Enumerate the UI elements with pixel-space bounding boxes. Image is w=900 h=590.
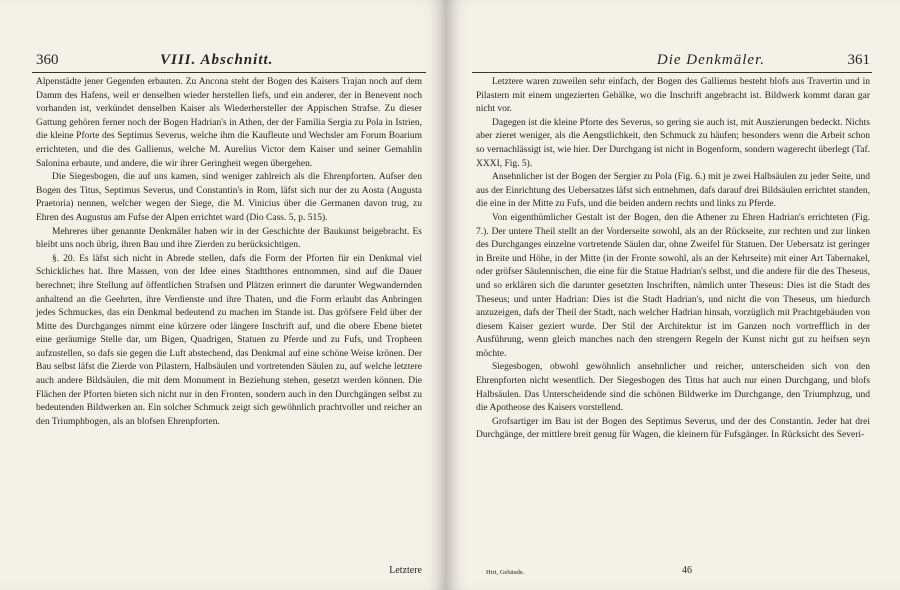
left-header-rule: [32, 72, 426, 73]
right-paragraph-6: Grofsartiger im Bau ist der Bogen des Septimus Severus, und der des Constantin. Jeder hat drei Durchgänge, der mittlere breit genug für Wagen, die kleinern für Fufsgänger. In Rücksicht des Severi-: [476, 416, 870, 441]
right-paragraph-4: Von eigenthümlicher Gestalt ist der Bogen, den die Athener zu Ehren Hadrian's errichteten (Fig. 7.). Der untere Theil stellt an der Vorderseite sowohl, als an der Rückseite, zur rechten und zur linken des Durchganges einzelne vortretende Säulen dar, ohne Zweifel für Statuen. Der Uebersatz ist geringer in Breite und Höhe, in der Mitte (in der Fronte sowohl, als an der Kehrseite) mit einer Art Tabernakel, oder gröfser Säulennischen, die eine für die Statue Hadrian's selbst, und die andere für die des Theseus, und so erklären sich die darunter gesetzten Inschriften, nämlich unter Theseus: Dies ist die Stadt des Theseus; und unter Hadrian: Dies ist die Stadt Hadrian's, und nicht die von Theseus, um hiedurch anzuzeigen, dafs der Theil der Stadt, nach welcher Hadrian hinsah, vorzüglich mit Prachtgebäuden von diesem Kaiser geziert wurde. Der Stil der Architektur ist im Ganzen noch vortrefflich in der Ausführung, wenn gleich manches nach den strengern Regeln der Kunst nicht gut zu heifsen seyn möchte.: [476, 212, 870, 359]
right-paragraph-1: Letztere waren zuweilen sehr einfach, der Bogen des Gallienus besteht blofs aus Travertin und in Pilastern mit einem ungezierten Gebälke, wo die Inschrift angebracht ist. Bildwerk kommt daran gar nicht vor.: [476, 77, 870, 115]
left-page-number: 360: [36, 52, 59, 68]
left-running-title: VIII. Abschnitt.: [160, 52, 274, 68]
right-paragraph-5: Siegesbogen, obwohl gewöhnlich ansehnlicher und reicher, unterscheiden sich von den Ehrenpforten nicht wesentlich. Der Siegesbogen des Titus hat auch nur einen Durchgang, und blofs Halbsäulen. Das Unterscheidende sind die schönen Bildwerke im Durchgange, den Triumphzug, und die Apotheose des Kaisers vorstellend.: [476, 362, 870, 414]
left-paragraph-3: Mehreres über genannte Denkmäler haben wir in der Geschichte der Baukunst beigebracht. Es bleibt uns noch übrig, ihren Bau und ihre Zierden zu berücksichtigen.: [36, 226, 422, 251]
right-paragraph-3: Ansehnlicher ist der Bogen der Sergier zu Pola (Fig. 6.) mit je zwei Halbsäulen zu jeder Seite, und aus der Einrichtung des Uebersatzes läfst sich entnehmen, dafs darauf drei Bildsäulen errichtet standen, die eine in der Mitte zu Fufs, und die beiden andern rechts und links zu Pferde.: [476, 172, 870, 210]
right-header-rule: [472, 72, 872, 73]
right-paragraph-2: Dagegen ist die kleine Pforte des Severus, so gering sie auch ist, mit Auszierungen bedeckt. Nichts aber zieret weniger, als die Aengstlichkeit, den Schmuck zu häufen; besonders wenn die Arbeit schon so vernachlässigt ist, wie hier. Der Durchgang ist nicht in Bogenform, sondern wagerecht überlegt (Taf. XXXI, Fig. 5).: [476, 117, 870, 169]
left-body-text: [36, 76, 422, 429]
catchword: Letztere: [389, 565, 422, 576]
left-page: [0, 0, 446, 590]
right-body-text: [476, 76, 870, 443]
right-page-number: 361: [847, 52, 870, 68]
signature-text: Hirt, Gebäude.: [486, 569, 525, 576]
right-header: [446, 52, 900, 70]
left-paragraph-1: Alpenstädte jener Gegenden erbauten. Zu Ancona steht der Bogen des Kaisers Trajan noch auf dem Damm des Hafens, weil er denselben wieder herstellen liefs, und ein anderer, der in Benevent noch vorhanden ist, verkündet denselben Kaiser als Wiederhersteller der Appischen Strafse. Zu dieser Gattung gehören ferner noch der Bogen Hadrian's in Athen, der der Familia Sergia zu Pola in Istrien, die kleine Pforte des Septimus Severus, welche ihm die Kaufleute und Wechsler am Forum Boarium errichteten, und die des Gallienus, welche M. Aurelius Victor dem Kaiser und seiner Gemahlin Salonina erbaute, und andere, die wir ihrer Geringheit wegen übergehen.: [36, 77, 422, 169]
right-running-title: Die Denkmäler.: [656, 52, 765, 68]
right-page: [446, 0, 900, 590]
left-header: [0, 52, 446, 70]
left-paragraph-4: §. 20. Es läfst sich nicht in Abrede stellen, dafs die Form der Pforten für ein Denkmal viel Schickliches hat. Ihre Massen, von der Idee eines Stadtthores entnommen, sind auf die Dauer berechnet; ihre Stellung auf öffentlichen Strafsen und Plätzen erinnert die darunter Wegwandernden anhaltend an die Geehrten, ihre Verdienste und ihre Thaten, und die Form erlaubt das Anbringen jedes Schmuckes, das ein Denkmal bedeutend zu machen im Stande ist. Das gröfsere Feld über der Mitte des Durchganges nimmt eine kürzere oder längere Inschrift auf, und die obere Ebene bietet eine geräumige Stelle dar, um Bigen, Quadrigen, Statuen zu Pferde und zu Fufs, und Tropheen aufzustellen, so dafs sie gegen die Luft abstechend, das Denkmal auf eine schöne Weise krönen. Der Bau selbst läfst die Zierde von Pilastern, Halbsäulen und vortretenden Säulen zu, auf welche letztere auch andere Bildsäulen, die mit dem Monument in Beziehung stehen, gesetzt werden können. Die Flächen der Pforten bieten sich nicht nur in den Fronten, sondern auch in den Durchgängen selbst zu bedeutenden Bildwerken an. Ein solcher Schmuck zeigt sich gewöhnlich prachtvoller und reicher an den Triumphbogen, als an blofsen Ehrenpforten.: [36, 253, 422, 427]
left-paragraph-2: Die Siegesbogen, die auf uns kamen, sind weniger zahlreich als die Ehrenpforten. Aufser den Bogen des Titus, Septimus Severus, und Constantin's in Rom, läfst sich nur der zu Aosta (Augusta Praetoria) nennen, welcher wegen der Siege, die M. Vinicius über die Germanen davon trug, zu Ehren des Augustus am Fufse der Alpen errichtet ward (Dio Cass. 5, p. 515).: [36, 172, 422, 223]
signature-number: 46: [682, 565, 692, 576]
